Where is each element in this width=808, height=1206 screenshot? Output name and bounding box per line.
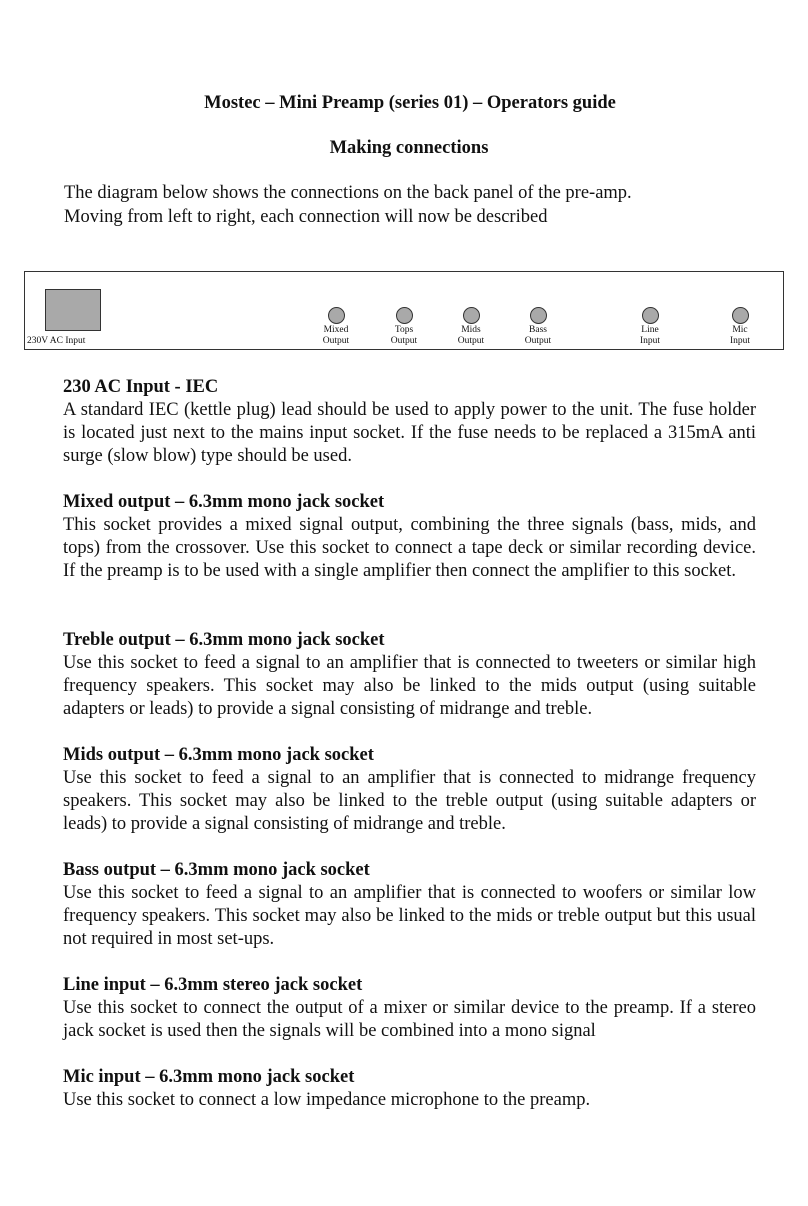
jack-label-line2: Input (639, 335, 661, 346)
jack-label (300, 325, 372, 346)
jack-label-line1: Line (641, 325, 659, 335)
section-mixed-output (63, 491, 756, 583)
jack-label (435, 325, 507, 346)
section-heading: Mids output – 6.3mm mono jack socket (63, 745, 374, 765)
jack-mids-output (435, 307, 507, 346)
section-heading: Line input – 6.3mm stereo jack socket (63, 975, 363, 995)
jack-label-line2: Output (322, 335, 350, 346)
jack-bass-output (502, 307, 574, 346)
jack-label-line2: Output (524, 335, 552, 346)
page-title: Mostec – Mini Preamp (series 01) – Operators guide (204, 93, 616, 113)
jack-line-input (614, 307, 686, 346)
jack-socket-icon (732, 307, 749, 324)
section-bass-output (63, 859, 756, 951)
section-body: Use this socket to feed a signal to an amplifier that is connected to tweeters or similar high frequency speakers. This socket may also be linked to the mids output (using suitable adapters or leads) to provide a signal consisting of midrange and treble. (63, 653, 756, 719)
section-body: This socket provides a mixed signal output, combining the three signals (bass, mids, and tops) from the crossover. Use this socket to connect a tape deck or similar recording device. If the preamp is to be used with a single amplifier then connect the amplifier to this socket. (63, 515, 756, 581)
iec-socket-label: 230V AC Input (27, 336, 86, 346)
jack-label-line1: Mids (461, 325, 481, 335)
intro-line-2: Moving from left to right, each connection will now be described (64, 206, 548, 227)
section-heading: Bass output – 6.3mm mono jack socket (63, 860, 370, 880)
section-line-input (63, 974, 756, 1043)
section-body: Use this socket to feed a signal to an amplifier that is connected to midrange frequency speakers. This socket may also be linked to the treble output (using suitable adapters or leads) to provide a signal consisting of midrange and treble. (63, 768, 756, 834)
jack-label-line2: Input (729, 335, 751, 346)
jack-mic-input (704, 307, 776, 346)
section-body: Use this socket to connect a low impedance microphone to the preamp. (63, 1090, 591, 1110)
jack-socket-icon (530, 307, 547, 324)
section-mids-output (63, 744, 756, 836)
intro-paragraph (64, 182, 764, 229)
jack-mixed-output (300, 307, 372, 346)
jack-label (368, 325, 440, 346)
jack-tops-output (368, 307, 440, 346)
section-mic-input (63, 1066, 756, 1112)
jack-label-line1: Mixed (323, 325, 349, 335)
jack-label (614, 325, 686, 346)
jack-socket-icon (328, 307, 345, 324)
section-treble-output (63, 629, 756, 721)
back-panel-diagram (24, 271, 784, 350)
section-heading: Treble output – 6.3mm mono jack socket (63, 630, 385, 650)
jack-label (704, 325, 776, 346)
section-heading: Mic input – 6.3mm mono jack socket (63, 1067, 355, 1087)
jack-label-line2: Output (457, 335, 485, 346)
jack-socket-icon (463, 307, 480, 324)
section-body: Use this socket to feed a signal to an amplifier that is connected to woofers or similar low frequency speakers. This socket may also be linked to the mids or treble output but this usual not required in most set-ups. (63, 883, 756, 949)
page-subtitle: Making connections (329, 138, 489, 158)
section-heading: 230 AC Input - IEC (63, 377, 219, 397)
jack-label-line1: Mic (732, 325, 748, 335)
jack-label-line1: Bass (529, 325, 547, 335)
intro-line-1: The diagram below shows the connections on the back panel of the pre-amp. (64, 183, 632, 203)
section-body: A standard IEC (kettle plug) lead should be used to apply power to the unit. The fuse holder is located just next to the mains input socket. If the fuse needs to be replaced a 315mA anti surge (slow blow) type should be used. (63, 400, 756, 466)
jack-socket-icon (396, 307, 413, 324)
section-body: Use this socket to connect the output of a mixer or similar device to the preamp. If a stereo jack socket is used then the signals will be combined into a mono signal (63, 998, 756, 1041)
iec-socket (45, 289, 101, 331)
jack-socket-icon (642, 307, 659, 324)
jack-label-line1: Tops (394, 325, 414, 335)
jack-label-line2: Output (390, 335, 418, 346)
section-ac-input (63, 376, 756, 468)
jack-label (502, 325, 574, 346)
section-heading: Mixed output – 6.3mm mono jack socket (63, 492, 385, 512)
